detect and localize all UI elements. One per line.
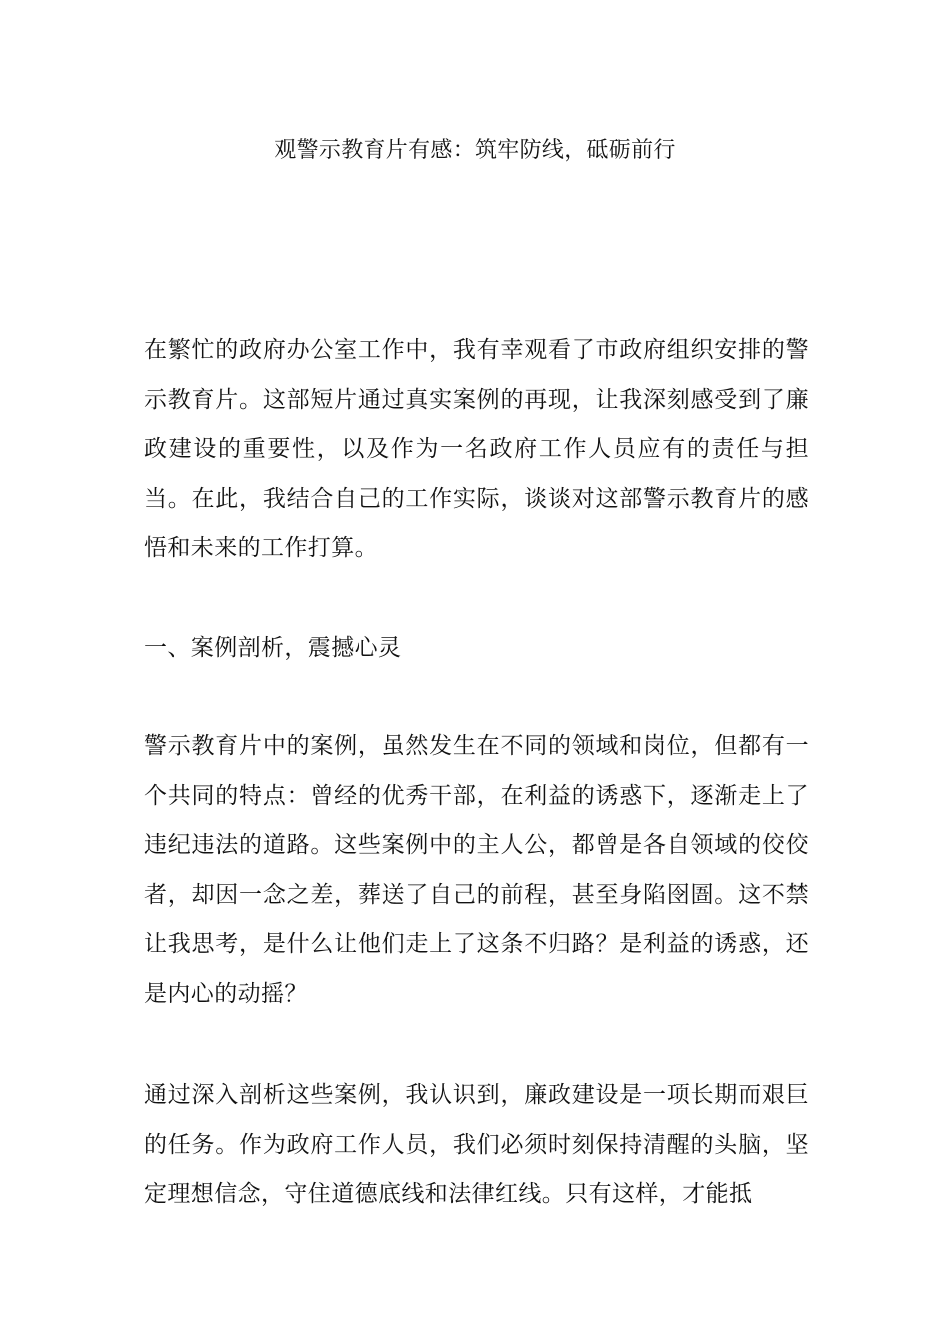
paragraph-intro: 在繁忙的政府办公室工作中，我有幸观看了市政府组织安排的警示教育片。这部短片通过真实案例的再现，让我深刻感受到了廉政建设的重要性，以及作为一名政府工作人员应有的责任与担当。在此，我结合自己的工作实际，谈谈对这部警示教育片的感悟和未来的工作打算。	[144, 337, 809, 561]
paragraph-analysis: 通过深入剖析这些案例，我认识到，廉政建设是一项长期而艰巨的任务。作为政府工作人员，我们必须时刻保持清醒的头脑，坚定理想信念，守住道德底线和法律红线。只有这样，才能抵	[144, 1082, 809, 1207]
document-title: 观警示教育片有感：筑牢防线，砥砺前行	[274, 138, 676, 163]
section-heading: 一、案例剖析，震撼心灵	[144, 635, 402, 661]
paragraph-cases: 警示教育片中的案例，虽然发生在不同的领域和岗位，但都有一个共同的特点：曾经的优秀干部，在利益的诱惑下，逐渐走上了违纪违法的道路。这些案例中的主人公，都曾是各自领域的佼佼者，却因一念之差，葬送了自己的前程，甚至身陷囹圄。这不禁让我思考，是什么让他们走上了这条不归路？是利益的诱惑，还是内心的动摇？	[144, 733, 809, 1007]
